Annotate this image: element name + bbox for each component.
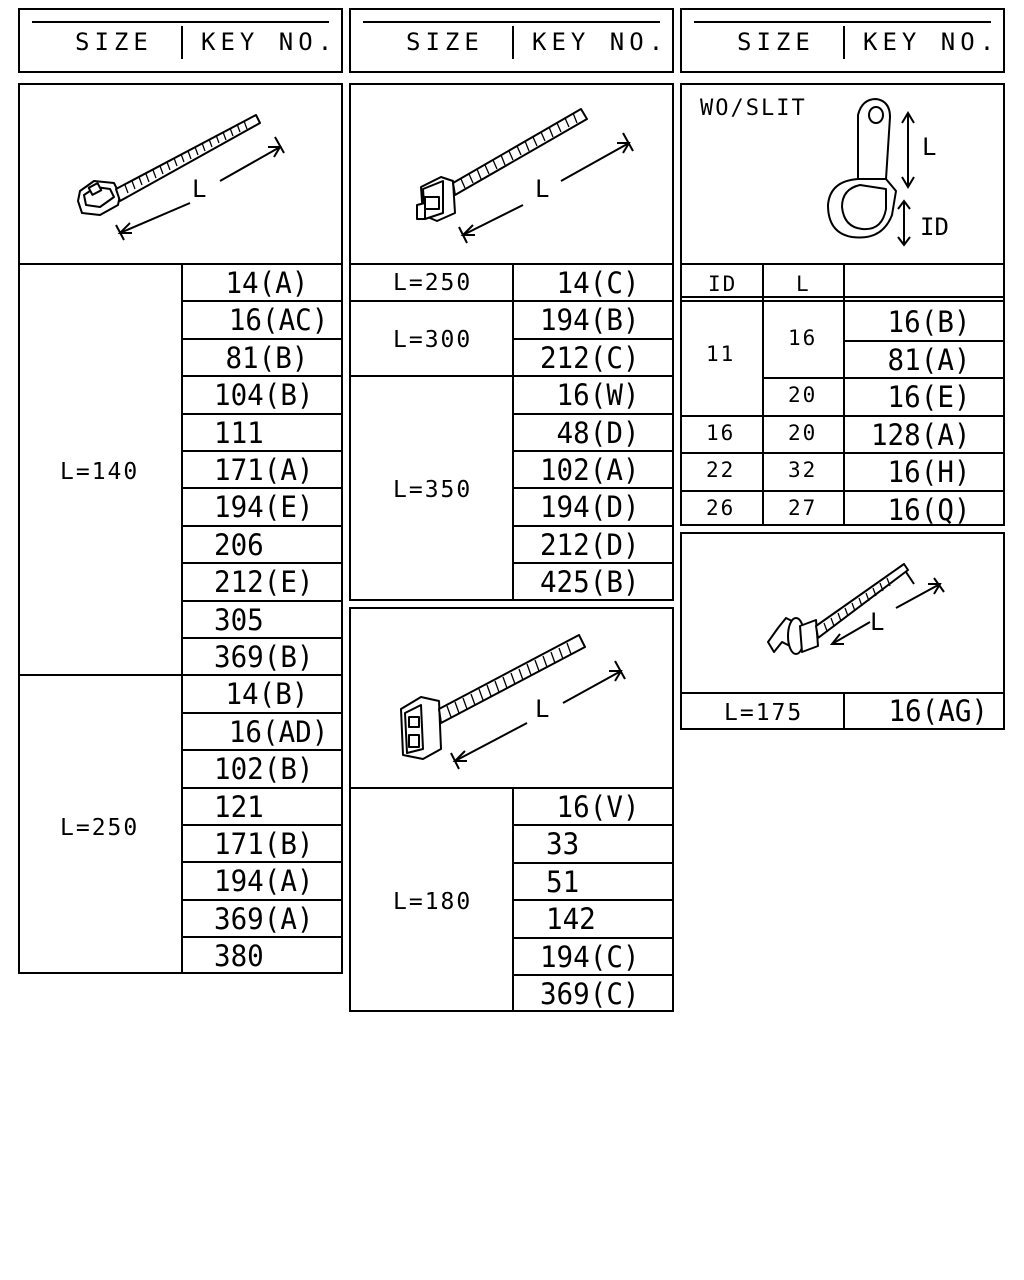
row-rule [181, 749, 343, 751]
col3-lower-panel [680, 532, 1005, 730]
wo-slit-label: WO/SLIT [700, 96, 807, 121]
cable-tie-clip-illustration [351, 609, 672, 787]
key-no-cell: 142 [546, 902, 596, 937]
key-no-cell: 16(AD) [228, 714, 329, 749]
size-cell: L=300 [393, 327, 473, 353]
key-no-cell: 206 [214, 527, 264, 562]
key-no-cell: 194(A) [214, 864, 314, 899]
column-divider [843, 263, 845, 524]
key-no-cell: 48(D) [556, 415, 640, 450]
id-cell: 22 [706, 458, 736, 482]
cable-tie-mount-illustration [351, 85, 672, 263]
key-no-cell: 51 [546, 864, 580, 899]
key-no-cell: 16(E) [887, 380, 971, 414]
l-cell: 20 [788, 383, 818, 407]
id-cell: 16 [706, 420, 736, 445]
row-rule [512, 487, 674, 489]
row-rule [181, 600, 343, 602]
id-cell: 11 [706, 342, 736, 366]
key-no-cell: 16(H) [887, 455, 971, 489]
l-cell: 32 [788, 458, 818, 482]
l-cell: 27 [788, 495, 818, 520]
l-cell: 20 [788, 420, 818, 445]
size-cell: L=250 [60, 815, 140, 841]
key-no-cell: 194(C) [539, 939, 640, 974]
key-no-cell: 16(W) [556, 378, 640, 413]
key-no-header: KEY NO. [201, 28, 338, 56]
dimension-ID-label: ID [920, 213, 949, 241]
header-rule [694, 21, 991, 23]
key-no-cell: 194(B) [539, 303, 640, 338]
id-header: ID [708, 272, 738, 296]
clamp-illustration [682, 85, 1003, 263]
key-no-cell: 369(C) [539, 977, 640, 1011]
key-no-cell: 14(C) [556, 266, 640, 300]
key-no-cell: 380 [214, 939, 264, 974]
row-rule [181, 300, 343, 302]
row-rule [843, 340, 1005, 342]
key-no-cell: 171(A) [214, 453, 314, 487]
key-no-header: KEY NO. [863, 28, 1000, 56]
key-no-cell: 194(E) [214, 490, 314, 525]
row-rule [181, 824, 343, 826]
key-no-cell: 14(A) [225, 266, 309, 300]
size-cell: L=250 [393, 270, 473, 296]
size-header: SIZE [737, 28, 815, 56]
row-rule [181, 712, 343, 714]
key-no-cell: 16(AC) [228, 303, 329, 338]
header-divider [843, 26, 845, 59]
header-rule [32, 21, 329, 23]
row-rule [181, 936, 343, 938]
header-divider [181, 26, 183, 59]
key-no-header: KEY NO. [532, 28, 669, 56]
key-no-cell: 194(D) [539, 490, 640, 525]
key-no-cell: 369(B) [214, 640, 314, 674]
key-no-cell: 111 [214, 415, 264, 450]
row-rule [181, 861, 343, 863]
row-rule [181, 562, 343, 564]
key-no-cell: 128(A) [870, 417, 971, 452]
header-col2 [349, 8, 674, 73]
dimension-L-label: L [535, 695, 550, 723]
row-rule [762, 377, 843, 379]
column-divider [843, 692, 845, 728]
key-no-cell: 33 [546, 827, 580, 862]
key-no-cell: 121 [214, 789, 264, 824]
key-no-cell: 171(B) [214, 827, 314, 861]
row-rule [181, 899, 343, 901]
size-header: SIZE [406, 28, 484, 56]
header-rule [363, 21, 660, 23]
key-no-cell: 212(C) [539, 340, 640, 375]
row-rule [843, 490, 1005, 492]
key-no-cell: 14(B) [225, 677, 309, 712]
size-cell: L=140 [60, 459, 140, 485]
key-no-cell: 102(B) [214, 752, 314, 787]
cable-tie-illustration [20, 85, 341, 263]
size-cell: L=350 [393, 477, 473, 503]
row-rule [181, 450, 343, 452]
row-rule [512, 413, 674, 415]
row-rule [512, 824, 674, 826]
key-no-cell: 369(A) [214, 901, 314, 936]
row-rule [512, 899, 674, 901]
row-rule [512, 525, 674, 527]
row-rule [181, 787, 343, 789]
column-divider [512, 263, 514, 599]
dimension-L-label: L [870, 608, 885, 636]
row-rule [181, 487, 343, 489]
row-rule [181, 375, 343, 377]
l-cell: 16 [788, 326, 818, 350]
row-rule [181, 525, 343, 527]
key-no-cell: 104(B) [214, 378, 314, 413]
key-no-cell: 16(B) [887, 305, 971, 339]
dimension-L-label: L [192, 175, 207, 203]
row-rule [512, 937, 674, 939]
dimension-L-label: L [535, 175, 550, 203]
key-no-cell: 212(D) [539, 527, 640, 562]
header-col1 [18, 8, 343, 73]
row-rule [181, 637, 343, 639]
header-col3 [680, 8, 1005, 73]
id-cell: 26 [706, 495, 736, 520]
row-rule [512, 450, 674, 452]
key-no-cell: 81(A) [887, 342, 971, 377]
row-rule [843, 415, 1005, 417]
size-cell: L=175 [724, 700, 804, 726]
push-mount-tie-illustration [682, 534, 1003, 692]
row-rule [512, 974, 674, 976]
key-no-cell: 16(V) [556, 790, 640, 824]
row-rule [843, 452, 1005, 454]
header-divider [512, 26, 514, 59]
row-rule [512, 562, 674, 564]
size-cell: L=180 [393, 889, 473, 915]
row-rule [512, 862, 674, 864]
row-rule [181, 413, 343, 415]
row-rule [680, 452, 843, 454]
row-rule [512, 338, 674, 340]
row-rule [181, 338, 343, 340]
key-no-cell: 16(Q) [887, 492, 971, 527]
row-rule [680, 490, 843, 492]
row-rule [680, 415, 843, 417]
group-divider [20, 674, 341, 676]
key-no-cell: 16(AG) [888, 694, 988, 728]
row-rule [843, 377, 1005, 379]
l-header: L [796, 272, 811, 296]
group-divider [351, 375, 672, 377]
key-no-cell: 81(B) [225, 340, 309, 375]
key-no-cell: 425(B) [539, 565, 640, 600]
key-no-cell: 102(A) [539, 453, 640, 487]
key-no-cell: 212(E) [214, 565, 314, 600]
key-no-cell: 305 [214, 602, 264, 637]
dimension-L-label: L [922, 133, 937, 161]
column-divider [762, 263, 764, 524]
size-header: SIZE [75, 28, 153, 56]
group-divider [351, 300, 672, 302]
